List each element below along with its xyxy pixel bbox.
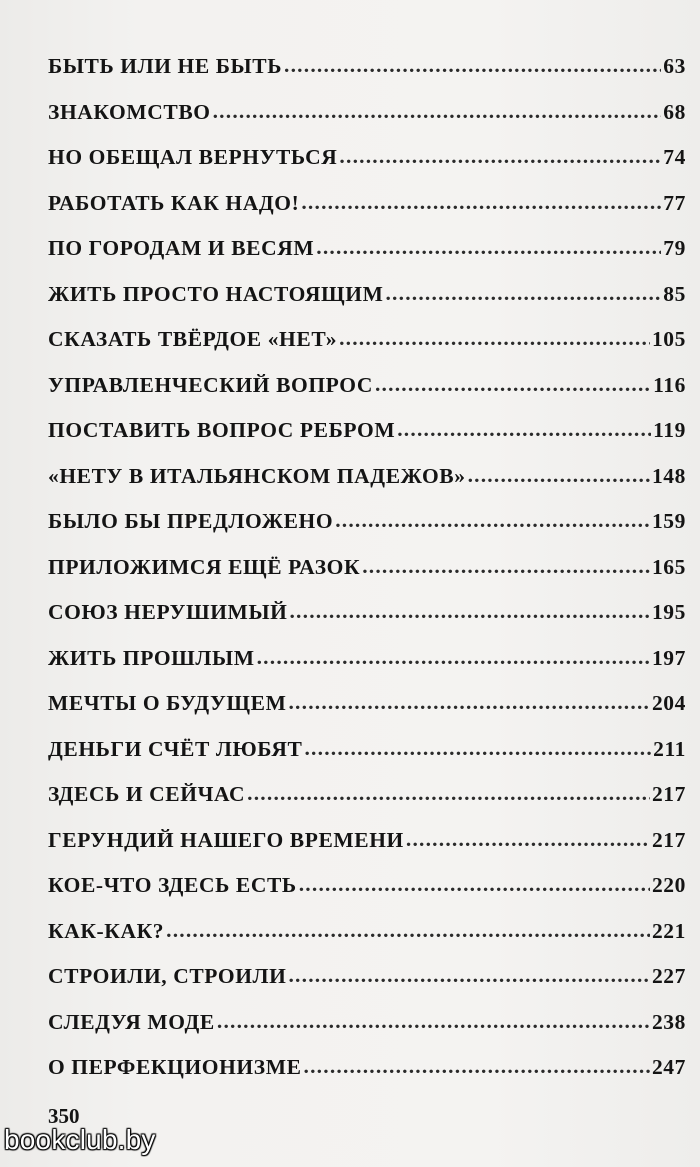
dot-leader [468, 453, 650, 499]
toc-entry [48, 181, 686, 227]
toc-entry [48, 135, 686, 181]
toc-entry-title: ЗНАКОМСТВО [48, 99, 211, 124]
toc-entry [48, 408, 686, 454]
toc-entry-title: СЛЕДУЯ МОДЕ [48, 1009, 215, 1034]
toc-entry [48, 681, 686, 727]
toc-entry-title: ДЕНЬГИ СЧЁТ ЛЮБЯТ [48, 736, 303, 761]
toc-entry-title: ГЕРУНДИЙ НАШЕГО ВРЕМЕНИ [48, 827, 404, 852]
dot-leader [339, 316, 650, 362]
dot-leader [406, 817, 650, 863]
toc-entry-title: ЖИТЬ ПРОШЛЫМ [48, 645, 255, 670]
toc-entry-title: О ПЕРФЕКЦИОНИЗМЕ [48, 1055, 302, 1079]
toc-entry-title: СТРОИЛИ, СТРОИЛИ [48, 964, 287, 988]
toc-entry-page: 217 [651, 827, 686, 852]
toc-entry [48, 590, 686, 636]
toc-entry-title: ПОСТАВИТЬ ВОПРОС РЕБРОМ [48, 418, 396, 442]
dot-leader [301, 180, 661, 226]
toc-entry [48, 545, 686, 591]
dot-leader [385, 271, 661, 317]
toc-entry-title: УПРАВЛЕНЧЕСКИЙ ВОПРОС [48, 372, 373, 397]
toc-entry-page: 119 [653, 418, 686, 442]
toc-entry [48, 909, 686, 955]
toc-entry-page: 197 [651, 645, 686, 670]
toc-entry [48, 317, 686, 363]
toc-entry-title: ПО ГОРОДАМ И ВЕСЯМ [48, 236, 315, 260]
page-number: 350 [48, 1104, 80, 1128]
table-of-contents [48, 44, 686, 1091]
toc-entry-title: ЗДЕСЬ И СЕЙЧАС [48, 782, 246, 806]
dot-leader [289, 589, 649, 635]
toc-entry-title: КОЕ-ЧТО ЗДЕСЬ ЕСТЬ [48, 873, 297, 897]
toc-entry-page: 74 [663, 145, 686, 169]
toc-entry-title: БЫТЬ ИЛИ НЕ БЫТЬ [48, 54, 283, 78]
dot-leader [397, 407, 651, 453]
toc-entry [48, 44, 686, 90]
toc-entry [48, 1000, 686, 1046]
dot-leader [299, 862, 650, 908]
toc-entry-title: БЫЛО БЫ ПРЕДЛОЖЕНО [48, 509, 334, 533]
toc-entry-title: НО ОБЕЩАЛ ВЕРНУТЬСЯ [48, 145, 338, 169]
dot-leader [166, 908, 650, 954]
toc-entry-title: ПРИЛОЖИМСЯ ЕЩЁ РАЗОК [48, 554, 361, 579]
watermark: bookclub.by [4, 1124, 156, 1155]
dot-leader [284, 43, 661, 89]
toc-entry [48, 1045, 686, 1091]
toc-entry-page: 227 [651, 964, 686, 988]
dot-leader [247, 771, 650, 817]
toc-entry [48, 226, 686, 272]
dot-leader [257, 635, 650, 681]
dot-leader [339, 134, 661, 180]
toc-entry-page: 238 [651, 1009, 686, 1034]
dot-leader [304, 1044, 650, 1090]
toc-entry [48, 272, 686, 318]
toc-entry-title: СКАЗАТЬ ТВЁРДОЕ «НЕТ» [48, 327, 338, 351]
toc-entry [48, 363, 686, 409]
toc-entry [48, 818, 686, 864]
toc-entry [48, 863, 686, 909]
toc-entry [48, 499, 686, 545]
toc-entry-page: 165 [651, 554, 686, 579]
toc-entry-page: 217 [651, 782, 686, 806]
dot-leader [288, 953, 649, 999]
toc-entry-page: 68 [663, 99, 686, 124]
toc-entry-page: 221 [651, 918, 686, 943]
dot-leader [213, 89, 662, 135]
toc-entry [48, 454, 686, 500]
dot-leader [335, 498, 650, 544]
toc-entry [48, 772, 686, 818]
toc-entry-page: 195 [651, 600, 686, 624]
dot-leader [217, 999, 650, 1045]
toc-entry-title: «НЕТУ В ИТАЛЬЯНСКОМ ПАДЕЖОВ» [48, 463, 466, 488]
toc-entry-page: 79 [663, 236, 686, 260]
toc-entry [48, 727, 686, 773]
toc-entry [48, 954, 686, 1000]
toc-entry-title: ЖИТЬ ПРОСТО НАСТОЯЩИМ [48, 281, 384, 306]
toc-entry-page: 220 [651, 873, 686, 897]
toc-entry-page: 105 [651, 327, 686, 351]
toc-entry-page: 247 [651, 1055, 686, 1079]
toc-entry-page: 63 [663, 54, 686, 78]
toc-entry-title: КАК-КАК? [48, 918, 165, 943]
toc-entry-page: 211 [653, 736, 686, 761]
toc-entry-title: МЕЧТЫ О БУДУЩЕМ [48, 691, 287, 715]
toc-entry-page: 116 [653, 372, 686, 397]
toc-entry-title: РАБОТАТЬ КАК НАДО! [48, 190, 300, 215]
toc-entry-page: 159 [651, 509, 686, 533]
toc-entry [48, 90, 686, 136]
toc-entry-page: 77 [663, 190, 686, 215]
dot-leader [288, 680, 649, 726]
toc-entry-title: СОЮЗ НЕРУШИМЫЙ [48, 600, 288, 624]
dot-leader [362, 544, 650, 590]
dot-leader [316, 225, 661, 271]
toc-entry-page: 148 [651, 463, 686, 488]
dot-leader [375, 362, 651, 408]
toc-entry-page: 85 [663, 281, 686, 306]
toc-entry [48, 636, 686, 682]
dot-leader [304, 726, 651, 772]
toc-entry-page: 204 [651, 691, 686, 715]
